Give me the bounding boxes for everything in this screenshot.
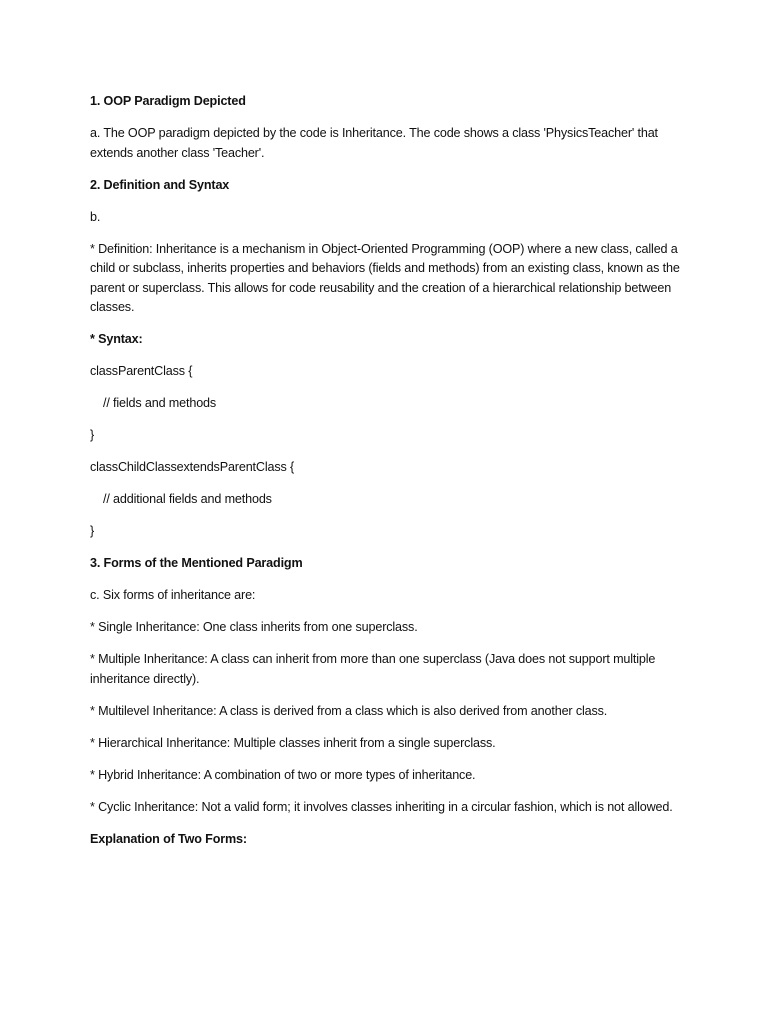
code-line-child-comment: // additional fields and methods: [103, 492, 272, 506]
form-hybrid-inheritance: * Hybrid Inheritance: A combination of two or more types of inheritance.: [90, 767, 476, 782]
form-multiple-inheritance: * Multiple Inheritance: A class can inherit from more than one superclass (Java does not support multiple inheritance directly).: [90, 652, 656, 686]
form-single-inheritance: * Single Inheritance: One class inherits from one superclass.: [90, 620, 418, 634]
section-heading-2: 2. Definition and Syntax: [90, 177, 230, 192]
document-page: [90, 92, 680, 862]
form-cyclic-inheritance: * Cyclic Inheritance: Not a valid form; it involves classes inheriting in a circular fashion, which is not allowed.: [90, 799, 673, 814]
section-heading-3: 3. Forms of the Mentioned Paradigm: [90, 556, 303, 570]
answer-b-label: b.: [90, 209, 101, 224]
code-line-parent-comment: // fields and methods: [103, 396, 217, 410]
answer-c-paragraph: c. Six forms of inheritance are:: [90, 588, 256, 602]
code-line-child-class: classChildClassextendsParentClass {: [90, 460, 295, 474]
form-hierarchical-inheritance: * Hierarchical Inheritance: Multiple classes inherit from a single superclass.: [90, 735, 496, 750]
section-heading-1: 1. OOP Paradigm Depicted: [90, 94, 246, 108]
definition-paragraph: * Definition: Inheritance is a mechanism in Object-Oriented Programming (OOP) where a new class, called a child or subclass, inherits properties and behaviors (fields and methods) from an existing class, known as the parent or superclass. This allows for code reusability and the creation of a hierarchical relationship between classes.: [90, 241, 680, 314]
answer-a-paragraph: a. The OOP paradigm depicted by the code is Inheritance. The code shows a class 'PhysicsTeacher' that extends another class 'Teacher'.: [90, 126, 658, 160]
form-multilevel-inheritance: * Multilevel Inheritance: A class is derived from a class which is also derived from another class.: [90, 703, 608, 718]
code-line-parent-class: classParentClass {: [90, 364, 193, 378]
code-line-parent-close: }: [90, 428, 95, 442]
code-line-child-close: }: [90, 524, 95, 538]
syntax-heading: * Syntax:: [90, 332, 143, 346]
explanation-heading: Explanation of Two Forms:: [90, 831, 247, 846]
